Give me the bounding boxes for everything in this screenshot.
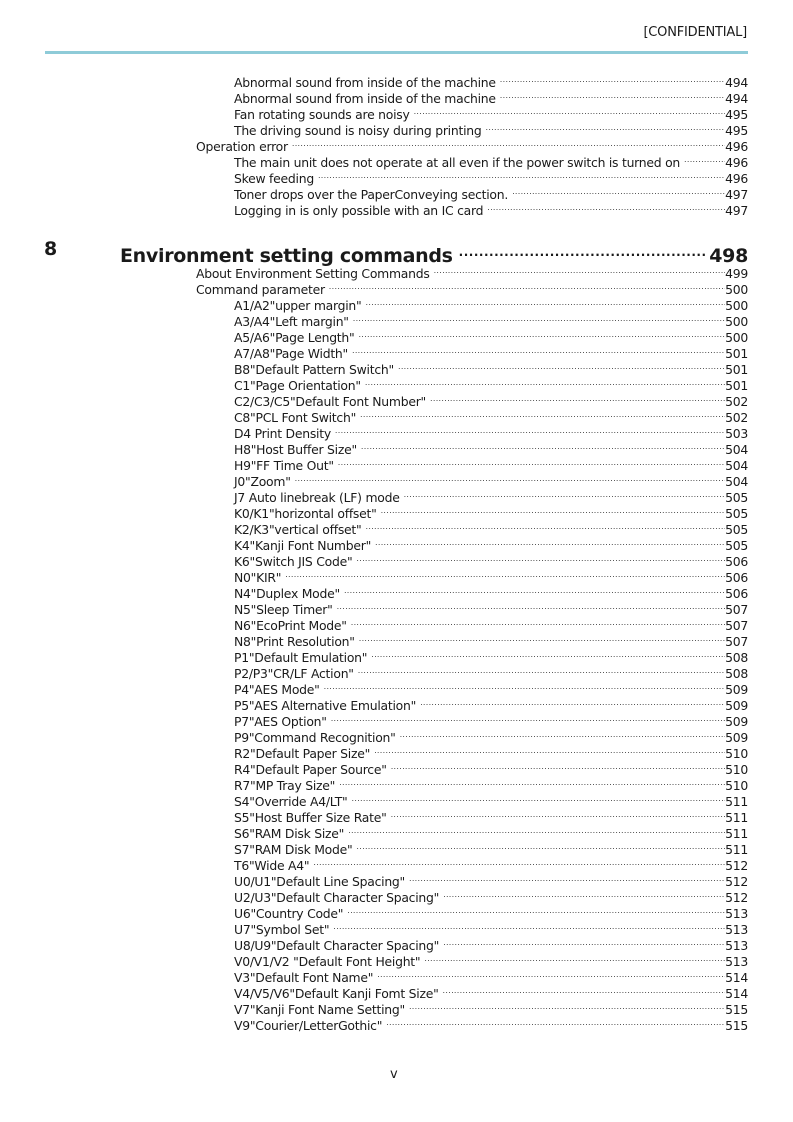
toc-entry-title: R7"MP Tray Size" <box>234 778 336 793</box>
dot-leader <box>409 998 725 1014</box>
dot-leader <box>348 822 725 838</box>
confidential-label: [CONFIDENTIAL] <box>643 25 747 40</box>
toc-entry-title: Abnormal sound from inside of the machine <box>234 91 496 106</box>
dot-leader <box>292 135 725 151</box>
toc-entry-page: 515 <box>725 1002 748 1017</box>
dot-leader <box>443 982 726 998</box>
toc-entry-title: P7"AES Option" <box>234 714 327 729</box>
dot-leader <box>391 806 726 822</box>
toc-entry[interactable] <box>234 966 748 985</box>
toc-entry-page: 512 <box>725 874 748 889</box>
toc-entry-page: 501 <box>725 362 748 377</box>
toc-entry-title: H9"FF Time Out" <box>234 458 334 473</box>
dot-leader <box>352 790 726 806</box>
toc-entry-page: 505 <box>725 490 748 505</box>
toc-entry-title: The main unit does not operate at all even if the power switch is turned on <box>234 155 681 170</box>
toc-entry-title: V0/V1/V2 "Default Font Height" <box>234 954 421 969</box>
toc-entry-title: Fan rotating sounds are noisy <box>234 107 410 122</box>
dot-leader <box>356 550 725 566</box>
toc-entry-page: 507 <box>725 634 748 649</box>
dot-leader <box>430 390 725 406</box>
toc-entry[interactable] <box>234 294 748 313</box>
toc-entry-title: N5"Sleep Timer" <box>234 602 333 617</box>
toc-entry-page: 506 <box>725 586 748 601</box>
toc-entry-title: Operation error <box>196 139 288 154</box>
toc-entry[interactable] <box>234 822 748 841</box>
dot-leader <box>313 854 725 870</box>
toc-entry-title: Logging in is only possible with an IC card <box>234 203 484 218</box>
toc-entry[interactable] <box>234 582 748 601</box>
toc-entry-page: 495 <box>725 123 748 138</box>
toc-entry-title: V7"Kanji Font Name Setting" <box>234 1002 405 1017</box>
toc-entry-title: T6"Wide A4" <box>234 858 310 873</box>
toc-entry-title: K6"Switch JIS Code" <box>234 554 353 569</box>
dot-leader <box>374 742 725 758</box>
toc-entry[interactable] <box>234 918 748 937</box>
dot-leader <box>344 582 725 598</box>
toc-entry[interactable] <box>234 326 748 345</box>
toc-entry-title: Toner drops over the PaperConveying section. <box>234 187 509 202</box>
toc-entry-title: P5"AES Alternative Emulation" <box>234 698 417 713</box>
dot-leader <box>365 374 725 390</box>
toc-entry-title: Skew feeding <box>234 171 314 186</box>
dot-leader <box>404 486 726 502</box>
toc-entry-page: 497 <box>725 187 748 202</box>
toc-entry[interactable] <box>234 742 748 761</box>
toc-entry[interactable] <box>234 518 748 537</box>
toc-entry-page: 509 <box>725 730 748 745</box>
toc-entry-title: P4"AES Mode" <box>234 682 320 697</box>
toc-entry[interactable] <box>234 566 748 585</box>
toc-entry[interactable] <box>234 502 748 521</box>
toc-entry[interactable] <box>234 438 748 457</box>
chapter-page: 498 <box>709 245 748 267</box>
toc-entry[interactable] <box>234 726 748 745</box>
toc-entry-title: C1"Page Orientation" <box>234 378 361 393</box>
toc-entry-page: 509 <box>725 682 748 697</box>
toc-entry-page: 513 <box>725 938 748 953</box>
toc-entry-page: 511 <box>725 826 748 841</box>
dot-leader <box>324 678 725 694</box>
toc-entry-title: R4"Default Paper Source" <box>234 762 387 777</box>
toc-entry-page: 494 <box>725 75 748 90</box>
toc-entry-page: 502 <box>725 410 748 425</box>
toc-entry[interactable] <box>234 422 748 441</box>
dot-leader <box>381 502 726 518</box>
toc-entry[interactable] <box>196 262 748 281</box>
toc-entry[interactable] <box>234 310 748 329</box>
toc-entry[interactable] <box>234 934 748 953</box>
toc-entry-title: N0"KIR" <box>234 570 282 585</box>
dot-leader <box>414 103 726 119</box>
toc-entry-page: 501 <box>725 346 748 361</box>
toc-entry-title: S6"RAM Disk Size" <box>234 826 345 841</box>
toc-entry[interactable] <box>234 103 748 122</box>
toc-entry-title: C2/C3/C5"Default Font Number" <box>234 394 427 409</box>
toc-entry-title: S7"RAM Disk Mode" <box>234 842 353 857</box>
toc-entry[interactable] <box>234 87 748 106</box>
dot-leader <box>400 726 726 742</box>
dot-leader <box>377 966 725 982</box>
toc-entry[interactable] <box>234 886 748 905</box>
toc-entry-page: 506 <box>725 554 748 569</box>
dot-leader <box>359 630 725 646</box>
toc-entry[interactable] <box>234 486 748 505</box>
toc-entry[interactable] <box>196 135 748 154</box>
toc-entry[interactable] <box>234 406 748 425</box>
toc-entry-page: 504 <box>725 442 748 457</box>
toc-entry[interactable] <box>234 614 748 633</box>
toc-entry[interactable] <box>234 806 748 825</box>
dot-leader <box>285 566 725 582</box>
toc-entry[interactable] <box>234 470 748 489</box>
toc-entry[interactable] <box>234 870 748 889</box>
toc-entry[interactable] <box>234 534 748 553</box>
toc-entry-page: 510 <box>725 746 748 761</box>
toc-entry-page: 513 <box>725 954 748 969</box>
page-number: v <box>390 1067 398 1082</box>
dot-leader <box>434 262 726 278</box>
toc-entry-page: 515 <box>725 1018 748 1033</box>
toc-entry-page: 509 <box>725 698 748 713</box>
toc-entry-page: 495 <box>725 107 748 122</box>
toc-entry-page: 500 <box>725 282 748 297</box>
toc-entry-title: U2/U3"Default Character Spacing" <box>234 890 440 905</box>
toc-entry-page: 502 <box>725 394 748 409</box>
dot-leader <box>500 71 725 87</box>
toc-entry-title: A3/A4"Left margin" <box>234 314 349 329</box>
dot-leader <box>365 294 725 310</box>
toc-entry-title: Abnormal sound from inside of the machine <box>234 75 496 90</box>
toc-entry-title: P1"Default Emulation" <box>234 650 368 665</box>
toc-entry-title: U8/U9"Default Character Spacing" <box>234 938 440 953</box>
toc-entry[interactable] <box>234 119 748 138</box>
toc-entry-title: C8"PCL Font Switch" <box>234 410 357 425</box>
toc-entry-page: 513 <box>725 922 748 937</box>
toc-entry[interactable] <box>234 790 748 809</box>
chapter-title: Environment setting commands <box>120 245 453 267</box>
toc-entry-page: 514 <box>725 986 748 1001</box>
toc-entry-page: 497 <box>725 203 748 218</box>
toc-entry[interactable] <box>234 374 748 393</box>
toc-entry-title: J7 Auto linebreak (LF) mode <box>234 490 400 505</box>
toc-entry-title: D4 Print Density <box>234 426 331 441</box>
toc-entry[interactable] <box>234 710 748 729</box>
toc-entry-page: 508 <box>725 650 748 665</box>
toc-entry-title: A1/A2"upper margin" <box>234 298 362 313</box>
toc-entry[interactable] <box>234 342 748 361</box>
toc-entry[interactable] <box>234 982 748 1001</box>
toc-entry-page: 500 <box>725 330 748 345</box>
dot-leader <box>358 326 725 342</box>
toc-entry[interactable] <box>234 183 748 202</box>
toc-entry[interactable] <box>234 454 748 473</box>
dot-leader <box>329 278 725 294</box>
toc-entry-page: 512 <box>725 890 748 905</box>
dot-leader <box>420 694 725 710</box>
dot-leader <box>356 838 725 854</box>
toc-entry[interactable] <box>196 278 748 297</box>
toc-entry-title: V9"Courier/LetterGothic" <box>234 1018 383 1033</box>
toc-entry-title: V3"Default Font Name" <box>234 970 374 985</box>
toc-entry-page: 499 <box>725 266 748 281</box>
toc-entry-title: The driving sound is noisy during printing <box>234 123 482 138</box>
toc-entry-title: N8"Print Resolution" <box>234 634 355 649</box>
header-rule <box>45 51 748 54</box>
toc-entry-page: 503 <box>725 426 748 441</box>
toc-entry[interactable] <box>234 694 748 713</box>
toc-entry-page: 507 <box>725 618 748 633</box>
toc-entry-title: S5"Host Buffer Size Rate" <box>234 810 387 825</box>
dot-leader <box>352 342 725 358</box>
toc-entry-page: 504 <box>725 474 748 489</box>
toc-entry-title: U0/U1"Default Line Spacing" <box>234 874 405 889</box>
toc-entry-title: K4"Kanji Font Number" <box>234 538 372 553</box>
toc-entry-title: U7"Symbol Set" <box>234 922 330 937</box>
toc-entry-page: 496 <box>725 139 748 154</box>
toc-entry-page: 500 <box>725 314 748 329</box>
toc-entry[interactable] <box>234 598 748 617</box>
toc-entry[interactable] <box>234 151 748 170</box>
toc-entry-title: N6"EcoPrint Mode" <box>234 618 347 633</box>
toc-entry[interactable] <box>234 550 748 569</box>
dot-leader <box>459 238 706 262</box>
toc-entry-page: 513 <box>725 906 748 921</box>
toc-entry-page: 511 <box>725 810 748 825</box>
dot-leader <box>443 934 725 950</box>
toc-entry-title: About Environment Setting Commands <box>196 266 430 281</box>
toc-entry[interactable] <box>234 662 748 681</box>
toc-entry[interactable] <box>234 71 748 90</box>
toc-entry[interactable] <box>234 167 748 186</box>
toc-entry[interactable] <box>234 646 748 665</box>
toc-entry-page: 505 <box>725 538 748 553</box>
dot-leader <box>386 1014 725 1030</box>
toc-entry-page: 505 <box>725 506 748 521</box>
toc-entry[interactable] <box>234 998 748 1017</box>
dot-leader <box>512 183 725 199</box>
toc-entry-title: A5/A6"Page Length" <box>234 330 355 345</box>
toc-entry-page: 510 <box>725 778 748 793</box>
toc-entry-title: J0"Zoom" <box>234 474 291 489</box>
toc-entry-page: 501 <box>725 378 748 393</box>
dot-leader <box>487 199 725 215</box>
dot-leader <box>339 774 725 790</box>
dot-leader <box>424 950 725 966</box>
toc-entry-page: 496 <box>725 155 748 170</box>
toc-entry-title: Command parameter <box>196 282 325 297</box>
dot-leader <box>398 358 725 374</box>
toc-entry[interactable] <box>234 838 748 857</box>
toc-entry-page: 506 <box>725 570 748 585</box>
toc-entry-page: 507 <box>725 602 748 617</box>
dot-leader <box>371 646 725 662</box>
toc-entry-title: U6"Country Code" <box>234 906 344 921</box>
dot-leader <box>684 151 725 167</box>
toc-entry-page: 500 <box>725 298 748 313</box>
toc-entry-title: R2"Default Paper Size" <box>234 746 371 761</box>
toc-entry[interactable] <box>234 758 748 777</box>
dot-leader <box>486 119 726 135</box>
toc-entry-title: P2/P3"CR/LF Action" <box>234 666 354 681</box>
dot-leader <box>333 918 725 934</box>
dot-leader <box>335 422 725 438</box>
toc-entry-page: 511 <box>725 794 748 809</box>
toc-entry[interactable] <box>234 902 748 921</box>
toc-entry-title: P9"Command Recognition" <box>234 730 396 745</box>
toc-entry[interactable] <box>234 678 748 697</box>
toc-entry[interactable] <box>234 950 748 969</box>
dot-leader <box>318 167 725 183</box>
dot-leader <box>295 470 725 486</box>
toc-entry-title: K2/K3"vertical offset" <box>234 522 362 537</box>
toc-entry-page: 512 <box>725 858 748 873</box>
toc-entry-title: B8"Default Pattern Switch" <box>234 362 394 377</box>
dot-leader <box>365 518 725 534</box>
dot-leader <box>337 598 726 614</box>
dot-leader <box>351 614 725 630</box>
toc-entry[interactable] <box>234 358 748 377</box>
toc-entry-page: 494 <box>725 91 748 106</box>
toc-entry[interactable] <box>234 1014 748 1033</box>
dot-leader <box>375 534 725 550</box>
toc-entry-page: 508 <box>725 666 748 681</box>
chapter-number: 8 <box>44 238 58 260</box>
dot-leader <box>391 758 725 774</box>
toc-chapter-entry[interactable] <box>120 238 748 267</box>
toc-entry-title: K0/K1"horizontal offset" <box>234 506 377 521</box>
dot-leader <box>331 710 725 726</box>
toc-entry-title: A7/A8"Page Width" <box>234 346 348 361</box>
dot-leader <box>353 310 725 326</box>
dot-leader <box>361 438 725 454</box>
toc-entry-page: 496 <box>725 171 748 186</box>
toc-entry-page: 510 <box>725 762 748 777</box>
toc-entry-title: N4"Duplex Mode" <box>234 586 340 601</box>
toc-entry[interactable] <box>234 854 748 873</box>
toc-entry[interactable] <box>234 390 748 409</box>
toc-entry-title: S4"Override A4/LT" <box>234 794 348 809</box>
dot-leader <box>347 902 725 918</box>
toc-entry-title: V4/V5/V6"Default Kanji Fomt Size" <box>234 986 439 1001</box>
toc-entry-page: 509 <box>725 714 748 729</box>
toc-entry-page: 505 <box>725 522 748 537</box>
toc-entry[interactable] <box>234 199 748 218</box>
dot-leader <box>360 406 725 422</box>
dot-leader <box>443 886 725 902</box>
toc-entry-page: 514 <box>725 970 748 985</box>
toc-entry-page: 511 <box>725 842 748 857</box>
toc-entry-title: H8"Host Buffer Size" <box>234 442 357 457</box>
dot-leader <box>409 870 725 886</box>
toc-entry-page: 504 <box>725 458 748 473</box>
dot-leader <box>358 662 725 678</box>
toc-entry[interactable] <box>234 774 748 793</box>
toc-entry[interactable] <box>234 630 748 649</box>
dot-leader <box>500 87 725 103</box>
dot-leader <box>338 454 725 470</box>
